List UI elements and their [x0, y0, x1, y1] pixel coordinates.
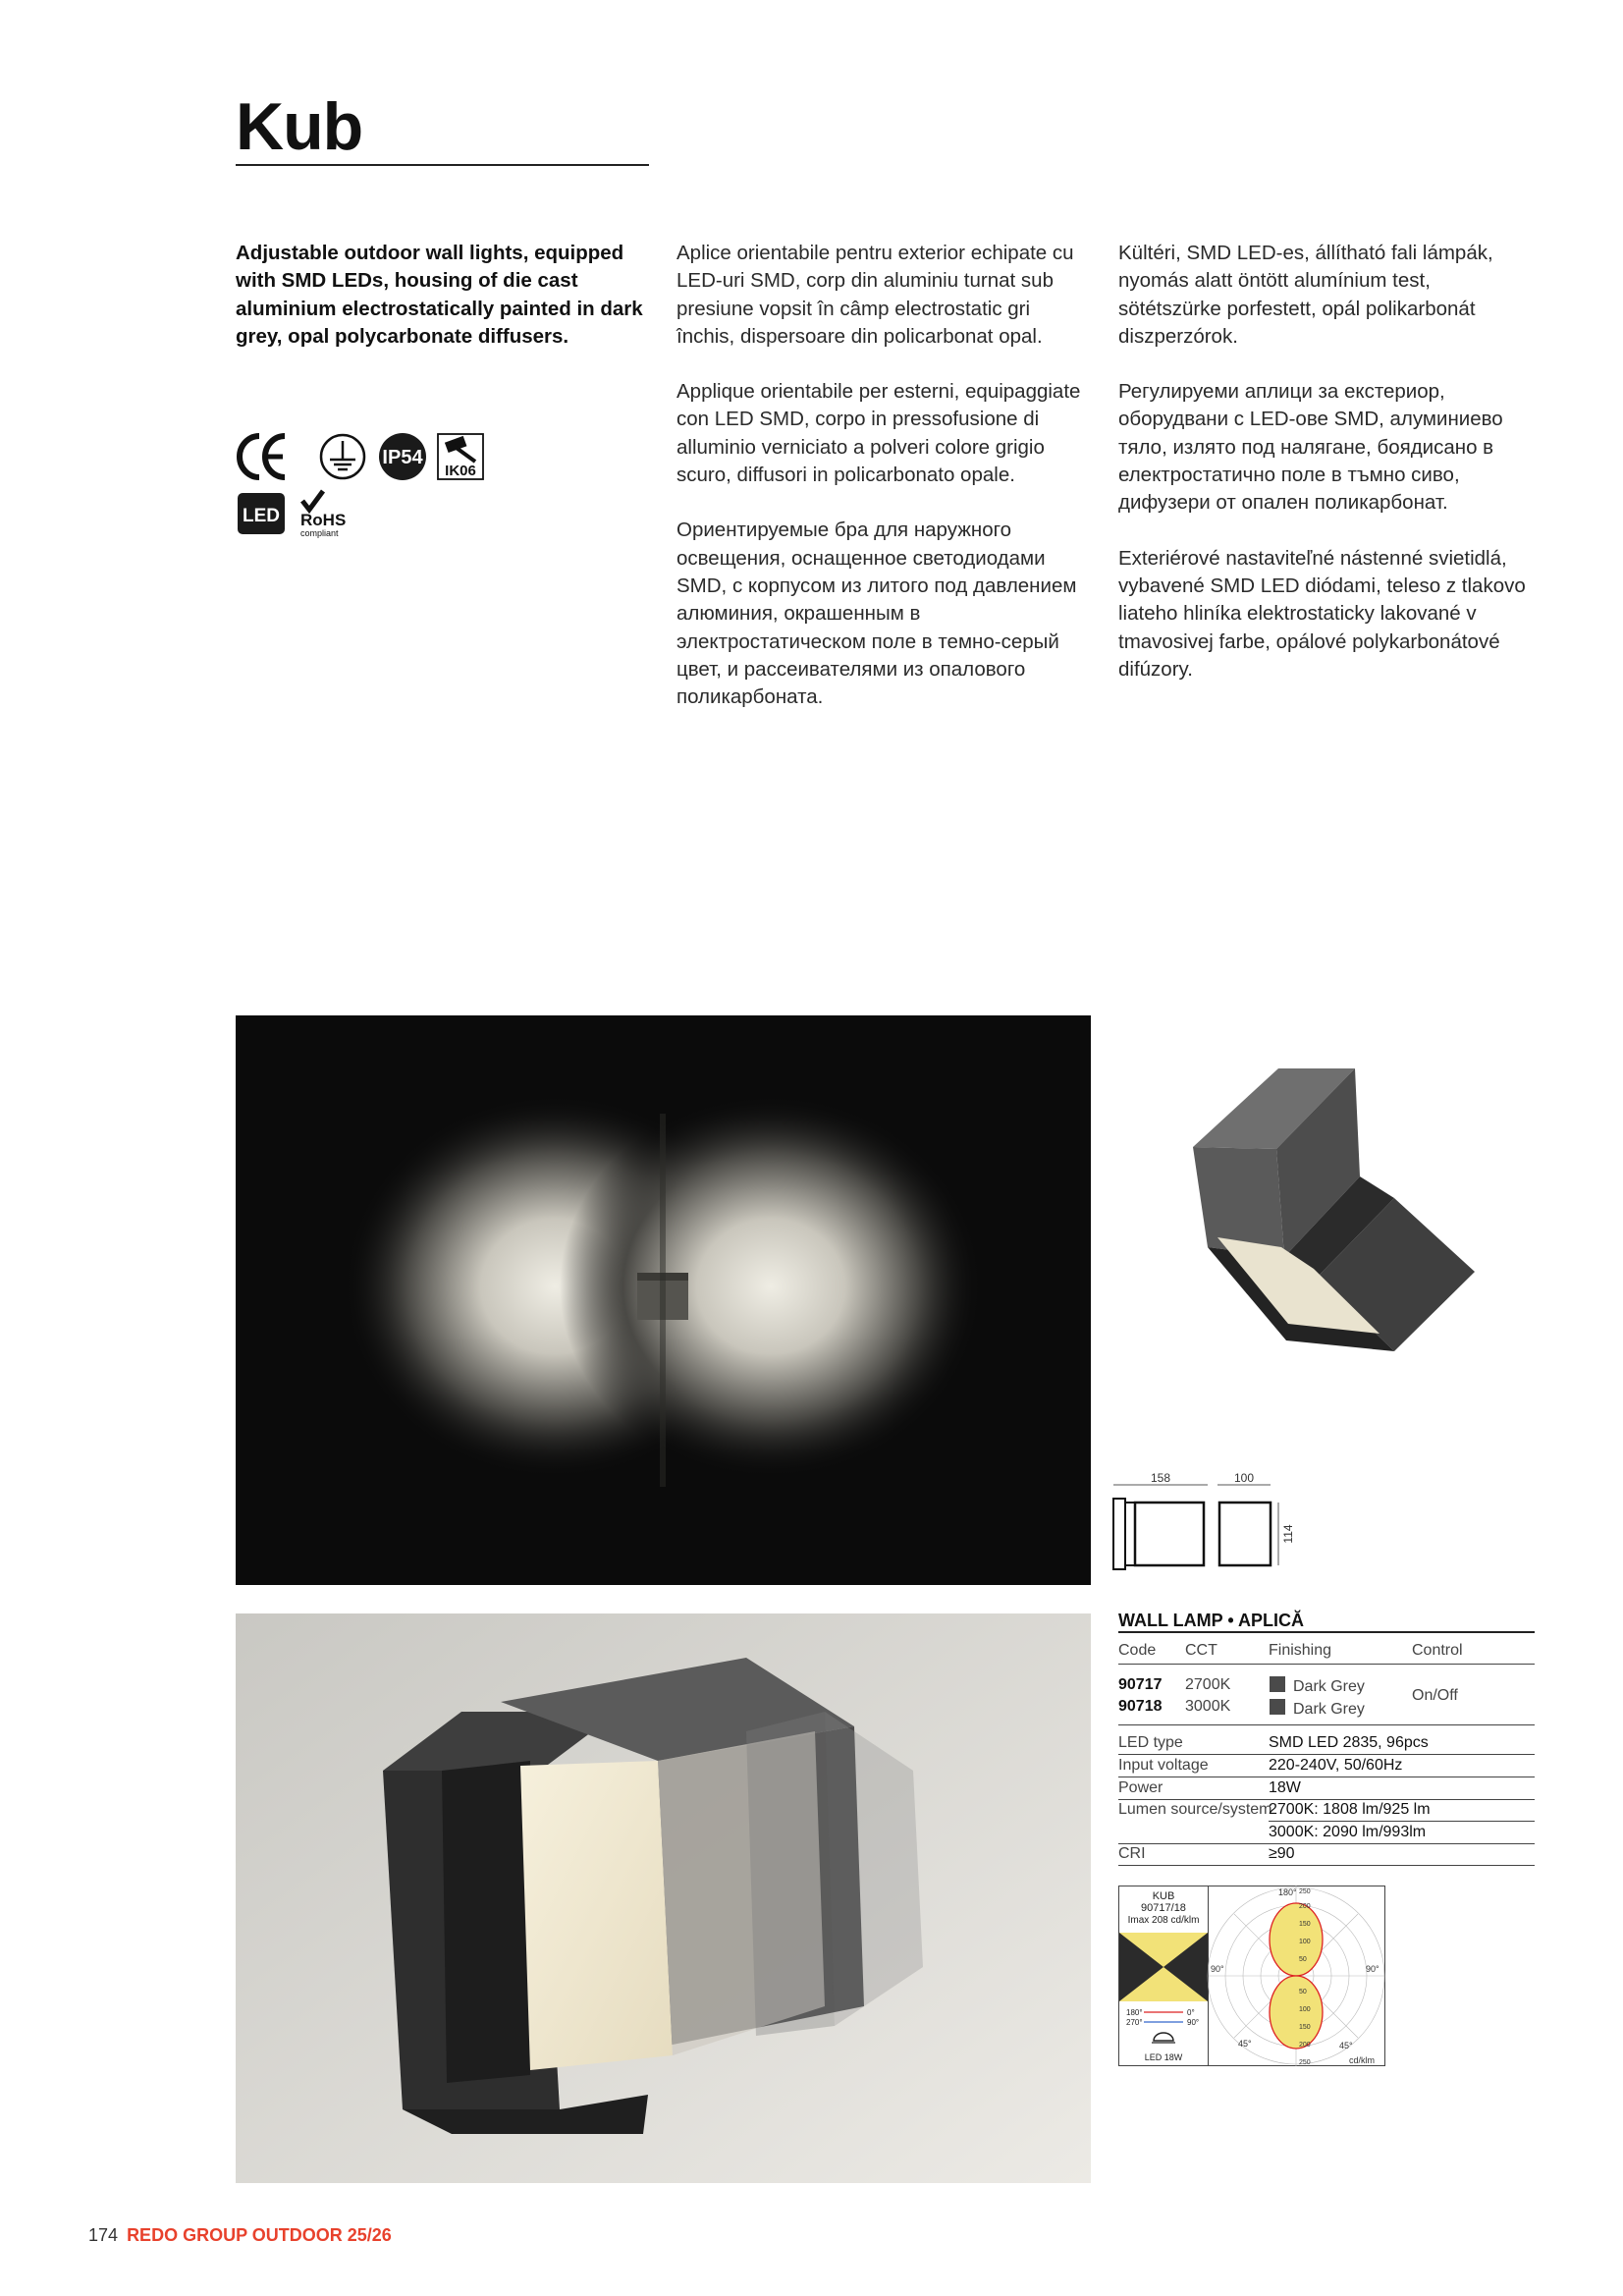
svg-text:158: 158 — [1150, 1471, 1171, 1485]
svg-text:270°: 270° — [1126, 2018, 1143, 2027]
title-divider — [236, 164, 649, 166]
svg-text:150: 150 — [1299, 1921, 1311, 1928]
tech-rule — [1269, 1821, 1535, 1822]
svg-text:250: 250 — [1299, 1888, 1311, 1895]
product-render — [1168, 1061, 1483, 1375]
svg-text:100: 100 — [1299, 1939, 1311, 1945]
description-en: Adjustable outdoor wall lights, equipped with SMD LEDs, housing of die cast aluminium electrostatically painted in dark grey, opal polycarbonate diffusers. — [236, 242, 643, 348]
tech-value: ≥90 — [1269, 1845, 1295, 1862]
polar-curve-lower — [1270, 1976, 1323, 2049]
row-cct: 3000K — [1185, 1698, 1231, 1715]
spec-title: WALL LAMP • APLICĂ — [1118, 1611, 1304, 1630]
svg-text:IK06: IK06 — [445, 463, 476, 479]
row-code: 90717 — [1118, 1676, 1163, 1693]
tech-rule — [1118, 1865, 1535, 1866]
rohs-icon — [300, 491, 346, 538]
product-title: Kub — [236, 89, 363, 164]
svg-text:90°: 90° — [1366, 1964, 1380, 1974]
svg-text:90717/18: 90717/18 — [1141, 1902, 1186, 1914]
header-rule — [1118, 1664, 1535, 1665]
svg-text:45°: 45° — [1238, 2039, 1252, 2049]
svg-text:KUB: KUB — [1152, 1890, 1175, 1902]
tech-label: Lumen source/system — [1118, 1801, 1272, 1818]
certification-icons — [236, 432, 491, 545]
control-value: On/Off — [1412, 1687, 1458, 1704]
row-code: 90718 — [1118, 1698, 1163, 1715]
svg-text:90°: 90° — [1187, 2018, 1200, 2027]
page-footer — [88, 2225, 392, 2246]
col-header-cct: CCT — [1185, 1642, 1217, 1659]
rows-rule — [1118, 1724, 1535, 1725]
svg-text:100: 100 — [1299, 2006, 1311, 2013]
row-cct: 2700K — [1185, 1676, 1231, 1693]
svg-text:180°: 180° — [1278, 1887, 1297, 1897]
svg-text:RoHS: RoHS — [300, 511, 347, 529]
description-bg: Регулируеми аплици за екстериор, оборудвани с LED-ове SMD, алуминиево тяло, излято под налягане, боядисано в електростатично поле в тъмно сиво, дифузери от опален поликарбонат. — [1118, 380, 1503, 515]
svg-text:150: 150 — [1299, 2024, 1311, 2031]
description-it: Applique orientabile per esterni, equipaggiate con LED SMD, corpo in pressofusione di alluminio verniciato a polveri colore grigio scuro, diffusori in policarbonato opale. — [676, 380, 1081, 487]
svg-text:250: 250 — [1299, 2059, 1311, 2066]
svg-text:200: 200 — [1299, 2042, 1311, 2049]
ik06-hammer-icon — [438, 434, 483, 479]
photometric-diagram — [1118, 1886, 1385, 2066]
tech-label: CRI — [1118, 1845, 1146, 1862]
col-header-control: Control — [1412, 1642, 1463, 1659]
tech-rule — [1118, 1754, 1535, 1755]
svg-text:200: 200 — [1299, 1903, 1311, 1910]
night-wall-photo — [236, 1015, 1091, 1585]
svg-text:cd/klm: cd/klm — [1349, 2055, 1376, 2065]
catalog-brand: REDO GROUP OUTDOOR 25/26 — [127, 2225, 392, 2245]
svg-text:LED 18W: LED 18W — [1144, 2052, 1183, 2062]
tech-rule — [1118, 1843, 1535, 1844]
svg-text:50: 50 — [1299, 1989, 1307, 1995]
description-hu: Kültéri, SMD LED-es, állítható fali lámpák, nyomás alatt öntött alumínium test, sötétszürke porfestett, opál polikarbonát diszperzórok. — [1118, 242, 1493, 348]
svg-text:LED: LED — [243, 506, 280, 526]
svg-text:Imax 208 cd/klm: Imax 208 cd/klm — [1127, 1915, 1200, 1926]
day-wall-photo — [236, 1613, 1091, 2183]
tech-value-2: 3000K: 2090 lm/993lm — [1269, 1824, 1427, 1840]
svg-text:IP54: IP54 — [382, 447, 423, 468]
svg-text:90°: 90° — [1211, 1964, 1224, 1974]
ce-mark-icon — [240, 436, 285, 477]
led-icon — [238, 493, 285, 534]
svg-text:180°: 180° — [1126, 2008, 1143, 2017]
description-sk: Exteriérové nastaviteľné nástenné svietidlá, vybavené SMD LED diódami, teleso z tlakovo liateho hliníka elektrostaticky lakované v tmavosivej farbe, opálové polykarbonátové difúzory. — [1118, 546, 1526, 681]
page-number: 174 — [88, 2225, 119, 2245]
svg-text:114: 114 — [1281, 1524, 1295, 1544]
tech-value: SMD LED 2835, 96pcs — [1269, 1734, 1429, 1751]
svg-text:0°: 0° — [1187, 2008, 1195, 2017]
description-ro: Aplice orientabile pentru exterior echipate cu LED-uri SMD, corp din aluminiu turnat sub presiune vopsit în câmp electrostatic gri închis, dispersoare din policarbonat opal. — [676, 242, 1074, 348]
tech-value: 18W — [1269, 1779, 1301, 1796]
finish-swatch — [1270, 1676, 1285, 1692]
row-finishing: Dark Grey — [1293, 1678, 1365, 1695]
ip54-icon — [379, 433, 426, 480]
tech-value: 2700K: 1808 lm/925 lm — [1269, 1801, 1431, 1818]
tech-label: Power — [1118, 1779, 1163, 1796]
description-col-3 — [1118, 240, 1531, 711]
row-finishing: Dark Grey — [1293, 1701, 1365, 1718]
svg-text:100: 100 — [1233, 1471, 1255, 1485]
svg-text:compliant: compliant — [300, 528, 339, 538]
col-header-finishing: Finishing — [1269, 1642, 1332, 1659]
spec-title-rule — [1118, 1631, 1535, 1633]
col-header-code: Code — [1118, 1642, 1157, 1659]
description-ru: Ориентируемые бра для наружного освещения, оснащенное светодиодами SMD, с корпусом из литого под давлением алюминия, окрашенным в электростатическом поле в темно-серый цвет, и рассеивателями из опалового поликарбоната. — [676, 519, 1077, 709]
tech-value: 220-240V, 50/60Hz — [1269, 1757, 1403, 1774]
finish-swatch — [1270, 1699, 1285, 1715]
tech-label: LED type — [1118, 1734, 1183, 1751]
svg-text:50: 50 — [1299, 1956, 1307, 1963]
dimension-drawing — [1109, 1469, 1306, 1577]
polar-curve-upper — [1270, 1903, 1323, 1976]
tech-label: Input voltage — [1118, 1757, 1209, 1774]
earth-ground-icon — [321, 435, 364, 478]
svg-text:45°: 45° — [1339, 2041, 1353, 2050]
description-col-2 — [676, 240, 1089, 738]
